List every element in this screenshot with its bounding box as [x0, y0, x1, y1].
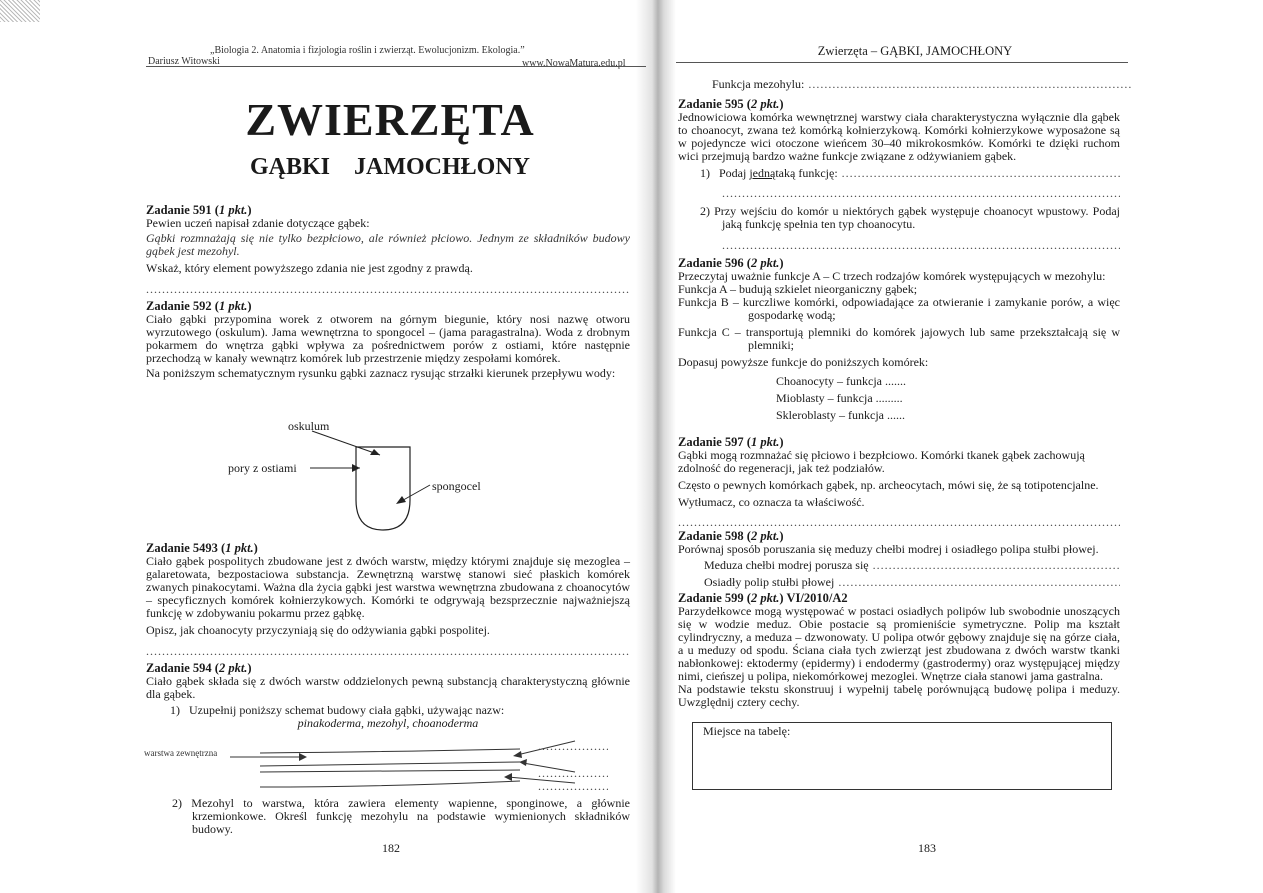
label-spongocel: spongocel: [432, 479, 481, 493]
function-c: Funkcja C – transportują plemniki do komórek jajowych lub same przekształcają się w plemniki;: [678, 325, 1120, 352]
task-points: 1 pkt.: [218, 203, 248, 217]
label-oskulum: oskulum: [288, 419, 330, 433]
header-rule: [676, 62, 1128, 63]
mezohyl-label: Funkcja mezohylu:: [712, 77, 805, 91]
answer-line[interactable]: [842, 167, 1120, 180]
task-item-2: 2) Przy wejściu do komór u niektórych gąbek występuje choanocyt wpustowy. Podaj jaką funkcję spełnia ten typ choanocytu.: [700, 204, 1120, 231]
header-author: Dariusz Witowski: [148, 56, 220, 67]
mezohyl-function-line: [712, 78, 1132, 91]
task-label: Zadanie 596: [678, 256, 744, 270]
task-597: Zadanie 597 (1 pkt.) Gąbki mogą rozmnażać się płciowo i bezpłciowo. Komórki tkanek gąbek zachowują zdolność do regeneracji, jak też podziałów. Często o pewnych komórkach gąbek, np. archeocytach, mówi się, że są totipotencjalne. Wytłumacz, co oznacza ta właściwość. .....: [678, 436, 1120, 529]
task-question: Na poniższym schematycznym rysunku gąbki zaznacz rysując strzałki kierunek przepływu wody:: [146, 366, 616, 380]
emphasis-one: jedną: [749, 166, 776, 180]
running-header: Zwierzęta – GĄBKI, JAMOCHŁONY: [817, 44, 1013, 58]
match-instruction: Dopasuj powyższe funkcje do poniższych komórek:: [678, 355, 929, 369]
task-label: Zadanie 597: [678, 435, 744, 449]
task-5493: Zadanie 5493 (1 pkt.) Ciało gąbek pospolitych zbudowane jest z dwóch warstw, między którymi znajduje się mezoglea – galaretowata, bezpostaciowa substancja. Zewnętrzną warstwę stanowi sieć płaskich komórek zwanych pinakocytami. Ważna dla życia gąbki jest warstwa wewnętrzna zbudowana z choanocytów – specyficznych komórek kołnierzykowych. Komórki te odgrywają bezsprzecznie najważniejszą funkcję w zdobywaniu pokarmu przez gąbkę. Opisz, jak choanocyty przyczyniają się do odżywiania gąbki pospolitej. .....: [146, 542, 630, 658]
task-points: 1 pkt.: [750, 435, 780, 449]
task-points: 2 pkt.: [750, 529, 780, 543]
answer-line[interactable]: [146, 645, 630, 658]
match-mioblasty[interactable]: Mioblasty – funkcja .........: [776, 391, 903, 405]
task-text: Ciało gąbek pospolitych zbudowane jest z dwóch warstw, między którymi znajduje się mezoglea – galaretowata, bezpostaciowa substancja. Zewnętrzną warstwę stanowi sieć płaskich komórek zwanych pinakocytami. Ważna dla życia gąbki jest warstwa wewnętrzna zbudowana z choanocytów – specyficznych komórek kołnierzykowych. Komórki te odgrywają bezsprzecznie najważniejszą funkcję w zdobywaniu pokarmu przez gąbkę.: [146, 554, 630, 620]
task-label: Zadanie 594: [146, 661, 212, 675]
task-points: 2 pkt.: [750, 97, 780, 111]
answer-line[interactable]: [722, 187, 1120, 200]
task-596: Zadanie 596 (2 pkt.) Przeczytaj uważnie funkcje A – C trzech rodzajów komórek występujących w mezohylu: Funkcja A – budują szkielet nieorganiczny gąbek; Funkcja B – kurczliwe komórki, odpowiadające za otwieranie i zamykanie porów, a więc gospodarkę wodą; Funkcja C – transportują plemniki do komórek jajowych lub same przekształcają się w plemniki; Dopasuj powyższe funkcje do poniższych komórek: Choanocyty – funkcja ....... Mioblasty – funkcja ......... Skleroblasty – funkcja ......: [678, 256, 1120, 422]
task-question: Wytłumacz, co oznacza ta właściwość.: [678, 495, 865, 509]
function-b: Funkcja B – kurczliwe komórki, odpowiadające za otwieranie i zamykanie porów, a więc gospodarkę wodą;: [678, 295, 1120, 322]
task-text: Porównaj sposób poruszania się meduzy chełbi modrej i osiadłego polipa stułbi płowej.: [678, 542, 1099, 556]
task-label: Zadanie 591: [146, 203, 212, 217]
match-choanocyty[interactable]: Choanocyty – funkcja .......: [776, 374, 906, 388]
sponge-diagram[interactable]: [280, 425, 460, 535]
task-points: 2 pkt.: [750, 256, 780, 270]
task-594: Zadanie 594 (2 pkt.) Ciało gąbek składa się z dwóch warstw oddzielonych pewną substancją charakterystyczną głównie dla gąbek. 1) Uzupełnij poniższy schemat budowy ciała gąbki, używając nazw: pinakoderma, mezohyl, choanoderma: [146, 661, 630, 730]
page-subtitle: GĄBKI JAMOCHŁONY: [249, 154, 530, 180]
task-text-2: Często o pewnych komórkach gąbek, np. archeocytach, mówi się, że są totipotencjalne.: [678, 478, 1099, 492]
task-label: Zadanie 599: [678, 591, 744, 605]
answer-line[interactable]: [146, 283, 630, 296]
task-points: 1 pkt.: [225, 541, 254, 555]
page-title: ZWIERZĘTA: [245, 94, 535, 145]
header-website: www.NowaMatura.edu.pl: [522, 58, 626, 69]
answer-line[interactable]: [838, 576, 1120, 589]
task-question: Wskaż, który element powyższego zdania nie jest zgodny z prawdą.: [146, 261, 473, 275]
task-592: Zadanie 592 (1 pkt.) Ciało gąbki przypomina worek z otworem na górnym biegunie, który nosi nazwę otworu wyrzutowego (oskulum). Jama wewnętrzna to spongocel – (jama paragastralna). Woda z drobnym pokarmem do wnętrza gąbki wpływa za pośrednictwem porów z ostiami, które następnie przechodzą w kanały wewnątrz komórek lub przestrzenie między zespołami komórek. Na poniższym schematycznym rysunku gąbki zaznacz rysując strzałki kierunek przepływu wody:: [146, 299, 630, 380]
task-598: Zadanie 598 (2 pkt.) Porównaj sposób poruszania się meduzy chełbi modrej i osiadłego polipa stułbi płowej. Meduza chełbi modrej porusza się ..... Osiadły polip stułbi płowej .....: [678, 530, 1120, 589]
task-591: Zadanie 591 (1 pkt.) Pewien uczeń napisał zdanie dotyczące gąbek: Gąbki rozmnażają się nie tylko bezpłciowo, ale również płciowo. Jednym ze składników budowy gąbek jest mezohyl. Wskaż, który element powyższego zdania nie jest zgodny z prawdą. .....: [146, 204, 630, 296]
header-book-title: „Biologia 2. Anatomia i fizjologia roślin i zwierząt. Ewolucjonizm. Ekologia.”: [210, 45, 525, 56]
page-number: 182: [382, 841, 400, 855]
task-text: Parzydełkowce mogą występować w postaci osiadłych polipów lub swobodnie unoszących się w wodzie meduz. Obie postacie są promieniście symetryczne. Polip ma kształt cylindryczny, a meduza – dzwonowaty. U polipa otwór gębowy znajduje się na górze ciała, a u meduzy od spodu. Ściana ciała tych zwierząt jest zbudowana z dwóch warstw tkanki nabłonkowej: ektodermy (epidermy) i endodermy (gastrodermy) oraz występującej między nimi, cieńszej u polipa, niekomórkowej mezoglei. Wnętrze ciała stanowi jama gastralna.: [678, 604, 1120, 683]
label-pory-z-ostiami: pory z ostiami: [228, 461, 297, 475]
label-outer-layer: warstwa zewnętrzna: [144, 748, 218, 758]
task-item-1: 1) Uzupełnij poniższy schemat budowy ciała gąbki, używając nazw:: [170, 703, 505, 717]
table-box-label: Miejsce na tabelę:: [703, 724, 791, 738]
task-text: Przeczytaj uważnie funkcje A – C trzech rodzajów komórek występujących w mezohylu:: [678, 269, 1106, 283]
task-text: Gąbki mogą rozmnażać się płciowo i bezpłciowo. Komórki tkanek gąbek zachowują zdolność do regeneracji, jak też podziałów.: [678, 448, 1085, 475]
task-599: Zadanie 599 (2 pkt.) VI/2010/A2 Parzydełkowce mogą występować w postaci osiadłych polipów lub swobodnie unoszących się w wodzie meduz. Obie postacie są promieniście symetryczne. Polip ma kształt cylindryczny, a meduza – dzwonowaty. U polipa otwór gębowy znajduje się na górze ciała, a u meduzy od spodu. Ściana ciała tych zwierząt jest zbudowana z dwóch warstw tkanki nabłonkowej: ektodermy (epidermy) i endodermy (gastrodermy) oraz występującej między nimi, cieńszej u polipa, niekomórkowej mezoglei. Wnętrze ciała stanowi jama gastralna. Na podstawie tekstu skonstruuj i wypełnij tabelę porównującą budowę polipa i meduzy. Uwzględnij cztery cechy.: [678, 591, 1120, 709]
book-gutter-shadow: [636, 0, 676, 893]
table-answer-box[interactable]: [692, 722, 1112, 790]
task-text: Jednowiciowa komórka wewnętrznej warstwy ciała charakterystyczna wyłącznie dla gąbek to choanocyt, zwana też komórką kołnierzykową. Komórki kołnierzykowe wyposażone są w pojedyncze wici otoczone wieńcem 30–40 mikrokosmków. Komórki te dzięki ruchom wici przejmują bardzo ważne funkcje związane z odżywianiem gąbek.: [678, 110, 1120, 163]
layer-names: pinakoderma, mezohyl, choanoderma: [297, 716, 479, 730]
task-quote: Gąbki rozmnażają się nie tylko bezpłciowo, ale również płciowo. Jednym ze składników budowy gąbek jest mezohyl.: [146, 231, 630, 258]
task-intro: Pewien uczeń napisał zdanie dotyczące gąbek:: [146, 216, 370, 230]
task-item-1: 1) Podaj jedną taką funkcję: .....: [700, 167, 1120, 180]
task-label: Zadanie 592: [146, 299, 212, 313]
task-text: Ciało gąbek składa się z dwóch warstw oddzielonych pewną substancją charakterystyczną głównie dla gąbek.: [146, 674, 630, 701]
answer-line-3[interactable]: [538, 780, 608, 793]
answer-line-1[interactable]: [538, 740, 608, 753]
task-points: 1 pkt.: [218, 299, 248, 313]
answer-line[interactable]: [722, 239, 1120, 252]
answer-row-meduza: Meduza chełbi modrej porusza się .....: [704, 559, 1120, 572]
task-points: 2 pkt.: [750, 591, 780, 605]
task-points: 2 pkt.: [218, 661, 248, 675]
header-rule: [146, 66, 646, 67]
function-a: Funkcja A – budują szkielet nieorganiczny gąbek;: [678, 282, 918, 296]
page-number: 183: [918, 841, 936, 855]
task-source: VI/2010/A2: [786, 591, 848, 605]
answer-line-2[interactable]: [538, 767, 608, 780]
match-skleroblasty[interactable]: Skleroblasty – funkcja ......: [776, 408, 905, 422]
match-list: [776, 373, 1120, 424]
scan-noise: [0, 0, 40, 22]
answer-line[interactable]: [678, 516, 1120, 529]
task-text: Ciało gąbki przypomina worek z otworem na górnym biegunie, który nosi nazwę otworu wyrzutowego (oskulum). Jama wewnętrzna to spongocel – (jama paragastralna). Woda z drobnym pokarmem do wnętrza gąbki wpływa za pośrednictwem porów z ostiami, które następnie przechodzą w kanały wewnątrz komórek lub przestrzenie między zespołami komórek.: [146, 312, 630, 365]
task-label: Zadanie 595: [678, 97, 744, 111]
answer-row-polip: Osiadły polip stułbi płowej .....: [704, 576, 1120, 589]
task-595: Zadanie 595 (2 pkt.) Jednowiciowa komórka wewnętrznej warstwy ciała charakterystyczna wyłącznie dla gąbek to choanocyt, zwana też komórką kołnierzykową. Komórki kołnierzykowe wyposażone są w pojedyncze wici otoczone wieńcem 30–40 mikrokosmków. Komórki te dzięki ruchom wici przejmują bardzo ważne funkcje związane z odżywianiem gąbek. 1) Podaj jedną taką funkcję: ..... ..... 2) Przy wejściu do komór u niektórych gąbek występuje choanocyt wpustowy. Podaj jaką funkcję spełnia ten typ choanocytu. .....: [678, 98, 1120, 252]
task-label: Zadanie 5493: [146, 541, 218, 555]
task-item-2: 2) Mezohyl to warstwa, która zawiera elementy wapienne, sponginowe, a głównie krzemionkowe. Określ funkcję mezohylu na podstawie wymienionych składników budowy.: [172, 796, 630, 836]
task-label: Zadanie 598: [678, 529, 744, 543]
task-question: Na podstawie tekstu skonstruuj i wypełnij tabelę porównującą budowę polipa i meduzy. Uwzględnij cztery cechy.: [678, 682, 1120, 709]
answer-line[interactable]: [808, 78, 1132, 91]
answer-line[interactable]: [873, 559, 1120, 572]
task-question: Opisz, jak choanocyty przyczyniają się do odżywiania gąbki pospolitej.: [146, 623, 490, 637]
